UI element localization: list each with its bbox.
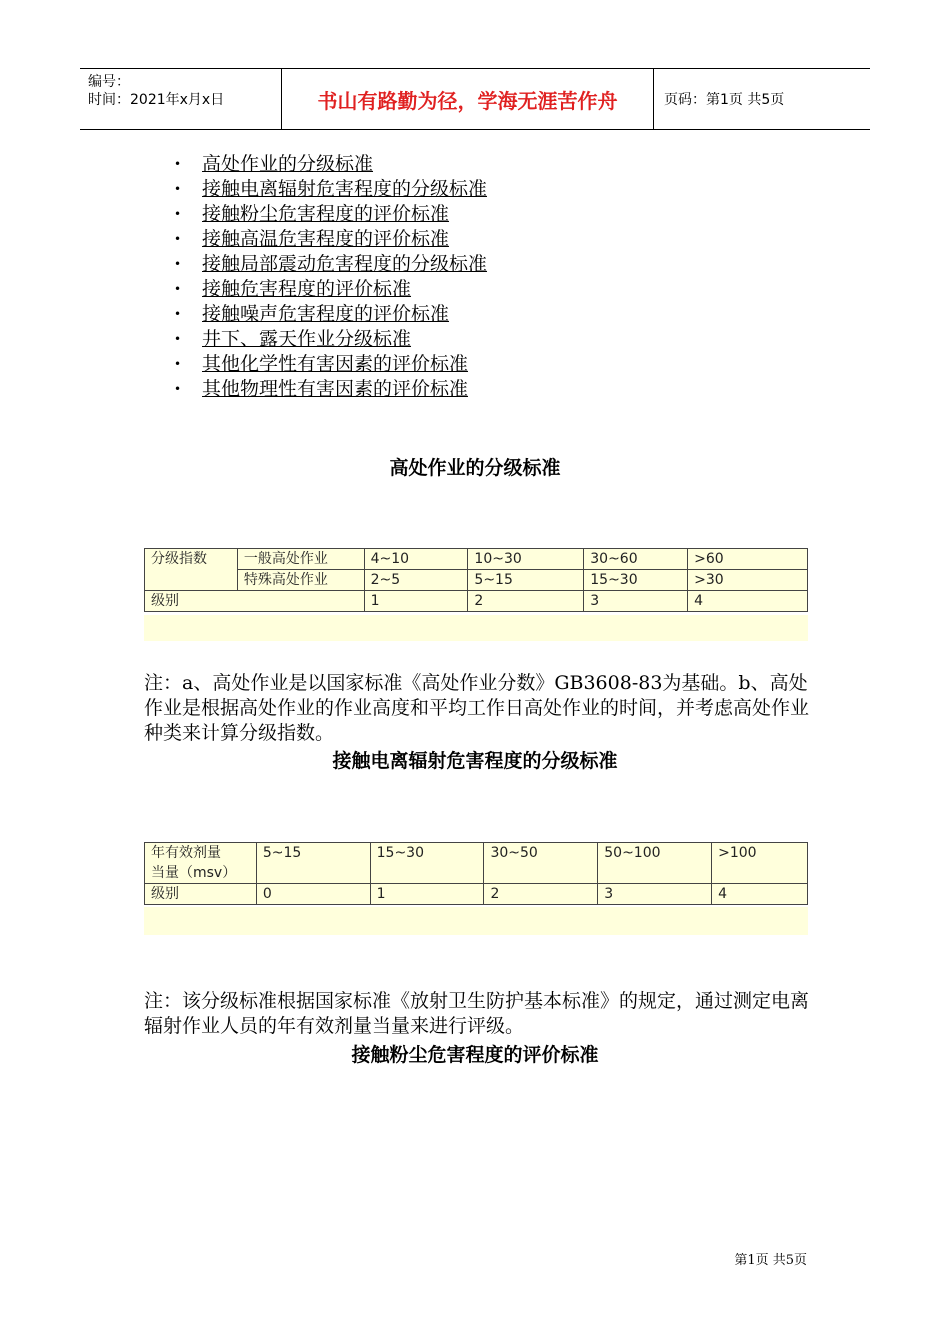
table-header-cell: [145, 843, 257, 884]
table-cell: 30~60: [584, 549, 688, 570]
table-cell: 1: [364, 591, 468, 612]
bullet-icon: •: [174, 232, 182, 246]
table-cell: >100: [712, 843, 808, 884]
table-cell: 2: [468, 591, 584, 612]
table-cell: 50~100: [598, 843, 712, 884]
bullet-icon: •: [174, 382, 182, 396]
table-cell: 5~15: [256, 843, 370, 884]
table-cell: >60: [688, 549, 808, 570]
toc-item: [174, 352, 487, 377]
dose-label-line: 年有效剂量: [151, 845, 221, 861]
table-cell: 30~50: [484, 843, 598, 884]
table-cell: 5~15: [468, 570, 584, 591]
table-cell: 1: [370, 884, 484, 905]
table-header-cell: 级别: [145, 591, 365, 612]
toc-link[interactable]: 高处作业的分级标准: [202, 153, 374, 175]
table-cell: 3: [584, 591, 688, 612]
toc-link[interactable]: 其他物理性有害因素的评价标准: [202, 378, 469, 400]
toc-item: [174, 152, 487, 177]
bullet-icon: •: [174, 207, 182, 221]
toc-item: [174, 302, 487, 327]
toc-item: [174, 277, 487, 302]
table-cell: 3: [598, 884, 712, 905]
height-work-table: [144, 548, 808, 612]
section-title-dust: 接触粉尘危害程度的评价标准: [351, 1044, 599, 1066]
table-cell: 4: [712, 884, 808, 905]
header-meta: [80, 69, 282, 129]
bullet-icon: •: [174, 182, 182, 196]
table-header-cell: 特殊高处作业: [237, 570, 364, 591]
table-shade: [144, 907, 808, 935]
table-cell: 15~30: [370, 843, 484, 884]
note-height-work: 注：a、高处作业是以国家标准《高处作业分数》GB3608-83为基础。b、高处作业是根据高处作业的作业高度和平均工作日高处作业的时间，并考虑高处作业种类来计算分级指数。: [144, 672, 810, 744]
bullet-icon: •: [174, 332, 182, 346]
table-shade: [144, 615, 808, 641]
table-header-cell: 一般高处作业: [237, 549, 364, 570]
toc-link[interactable]: 井下、露天作业分级标准: [202, 328, 412, 350]
document-number-label: 编号：: [88, 74, 130, 90]
bullet-icon: •: [174, 157, 182, 171]
table-cell: 0: [256, 884, 370, 905]
header-page-number: 页码：第1页 共5页: [664, 92, 785, 108]
document-date-label: 时间：2021年x月x日: [88, 92, 225, 108]
table-header-cell: 分级指数: [145, 549, 238, 591]
table-cell: 2~5: [364, 570, 468, 591]
table-cell: 2: [484, 884, 598, 905]
table-cell: 4: [688, 591, 808, 612]
toc-link[interactable]: 接触高温危害程度的评价标准: [202, 228, 450, 250]
header-motto: 书山有路勤为径，学海无涯苦作舟: [282, 69, 654, 129]
dose-label-line: 当量（msv）: [151, 865, 237, 881]
toc-item: [174, 327, 487, 352]
bullet-icon: •: [174, 357, 182, 371]
toc-item: [174, 252, 487, 277]
table-header-cell: 级别: [145, 884, 257, 905]
page-footer: 第1页 共5页: [734, 1253, 807, 1268]
radiation-table: [144, 842, 808, 905]
table-cell: >30: [688, 570, 808, 591]
table-of-contents: [174, 152, 487, 402]
toc-item: [174, 202, 487, 227]
page-header: [80, 68, 870, 130]
toc-link[interactable]: 接触局部震动危害程度的分级标准: [202, 253, 488, 275]
toc-item: [174, 177, 487, 202]
toc-link[interactable]: 接触危害程度的评价标准: [202, 278, 412, 300]
table-cell: 10~30: [468, 549, 584, 570]
bullet-icon: •: [174, 282, 182, 296]
section-title-radiation: 接触电离辐射危害程度的分级标准: [332, 750, 618, 772]
bullet-icon: •: [174, 307, 182, 321]
toc-link[interactable]: 接触电离辐射危害程度的分级标准: [202, 178, 488, 200]
toc-link[interactable]: 其他化学性有害因素的评价标准: [202, 353, 469, 375]
bullet-icon: •: [174, 257, 182, 271]
toc-item: [174, 377, 487, 402]
toc-link[interactable]: 接触粉尘危害程度的评价标准: [202, 203, 450, 225]
note-radiation: 注：该分级标准根据国家标准《放射卫生防护基本标准》的规定，通过测定电离辐射作业人员的年有效剂量当量来进行评级。: [144, 990, 810, 1037]
table-cell: 4~10: [364, 549, 468, 570]
section-title-height-work: 高处作业的分级标准: [389, 457, 561, 479]
toc-item: [174, 227, 487, 252]
toc-link[interactable]: 接触噪声危害程度的评价标准: [202, 303, 450, 325]
table-cell: 15~30: [584, 570, 688, 591]
